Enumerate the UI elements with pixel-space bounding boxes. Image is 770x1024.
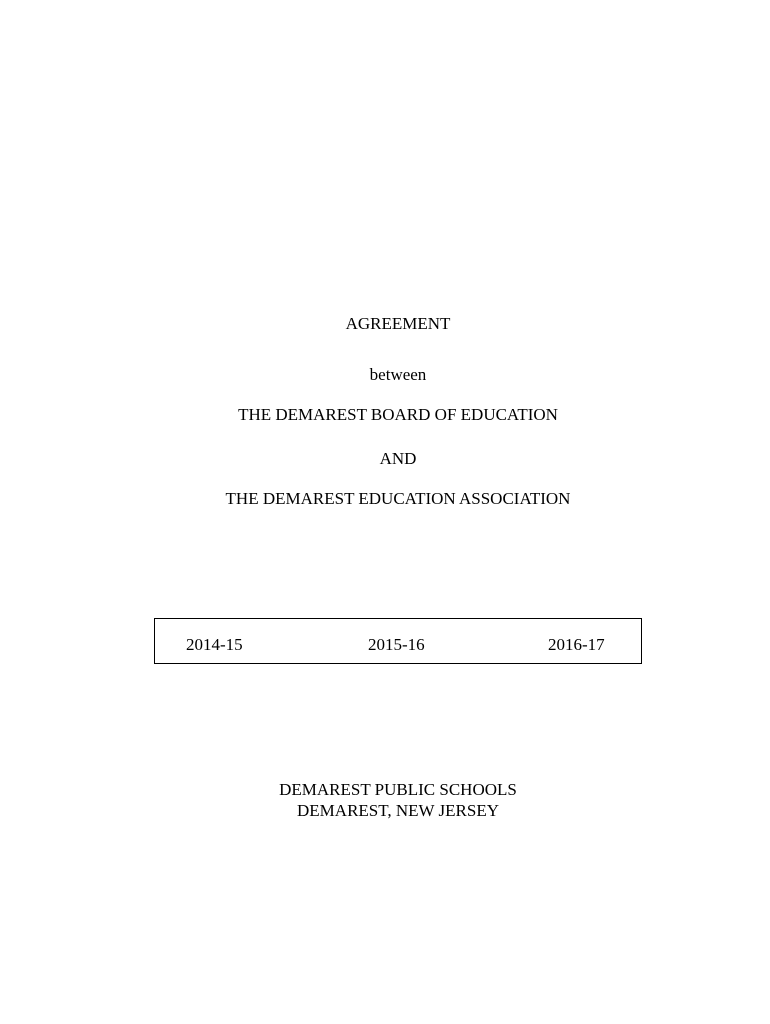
party-one: THE DEMAREST BOARD OF EDUCATION: [238, 405, 558, 424]
term-year: 2014-15: [186, 635, 243, 654]
term-years-box: [154, 618, 642, 664]
party-two: THE DEMAREST EDUCATION ASSOCIATION: [225, 489, 571, 508]
conjunction-text: AND: [379, 449, 417, 468]
district-location: DEMAREST, NEW JERSEY: [297, 801, 499, 820]
connector-text: between: [369, 365, 427, 384]
term-year: 2016-17: [548, 635, 605, 654]
term-year: 2015-16: [368, 635, 425, 654]
district-name: DEMAREST PUBLIC SCHOOLS: [279, 780, 517, 799]
document-title: AGREEMENT: [345, 314, 451, 333]
